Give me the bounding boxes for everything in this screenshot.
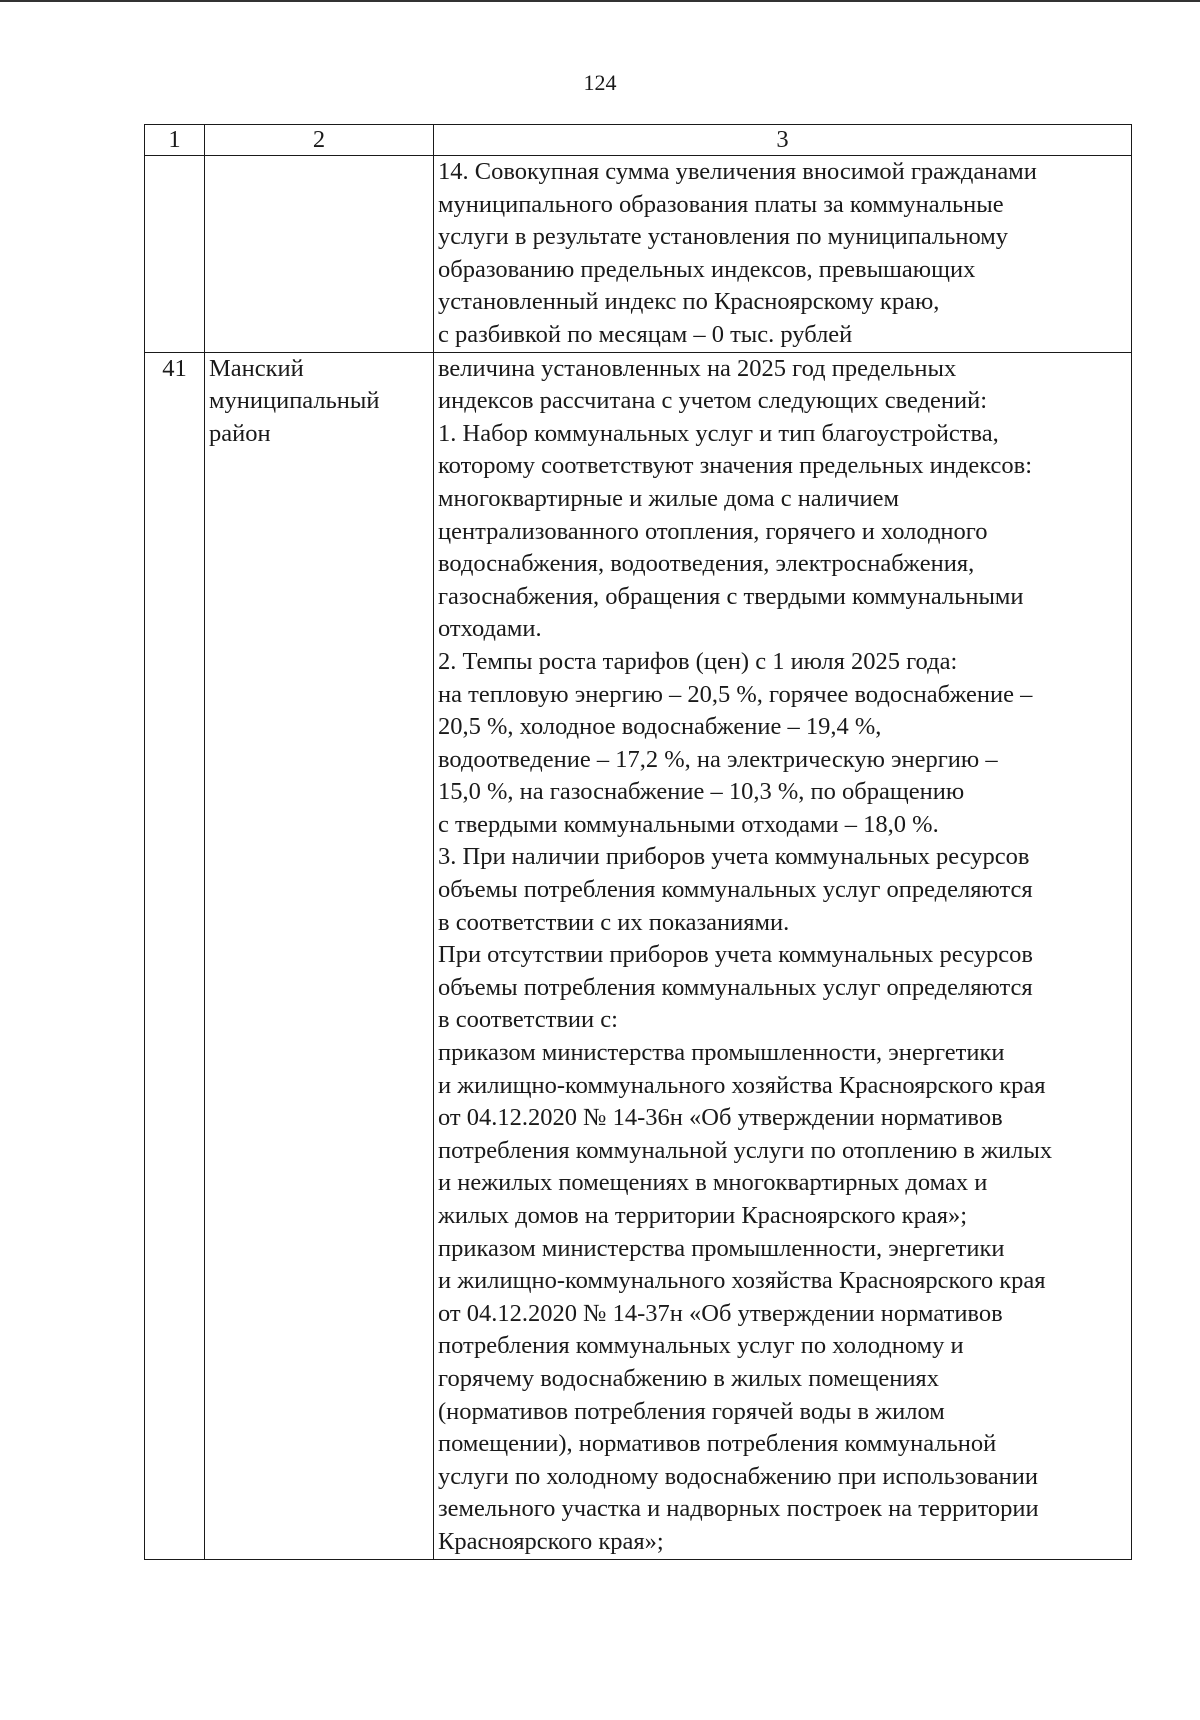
- description-line: индексов рассчитана с учетом следующих сведений:: [438, 387, 988, 415]
- municipality-name-line: район: [209, 419, 271, 447]
- description-line: потребления коммунальных услуг по холодному и: [438, 1332, 964, 1360]
- description-line: земельного участка и надворных построек на территории: [438, 1495, 1039, 1523]
- table-row: [145, 352, 1132, 1559]
- municipality-name-cell: [205, 352, 434, 1559]
- description-line: отходами.: [438, 615, 542, 643]
- description-line: и нежилых помещениях в многоквартирных домах и: [438, 1169, 988, 1197]
- description-line: и жилищно-коммунального хозяйства Красноярского края: [438, 1071, 1046, 1099]
- description-line: 3. При наличии приборов учета коммунальных ресурсов: [438, 843, 1030, 871]
- description-line: от 04.12.2020 № 14-37н «Об утверждении нормативов: [438, 1299, 1003, 1327]
- description-line: потребления коммунальной услуги по отоплению в жилых: [438, 1136, 1053, 1164]
- description-line: образованию предельных индексов, превышающих: [438, 255, 976, 283]
- description-line: на тепловую энергию – 20,5 %, горячее водоснабжение –: [438, 680, 1033, 708]
- municipality-name-line: муниципальный: [209, 387, 380, 415]
- column-header-2: 2: [205, 125, 434, 156]
- description-line: установленный индекс по Красноярскому краю,: [438, 288, 940, 316]
- municipality-name-cell: [205, 156, 434, 353]
- description-line: горячему водоснабжению в жилых помещениях: [438, 1364, 939, 1392]
- row-number-cell: 41: [145, 352, 205, 1559]
- page-number: 124: [583, 70, 617, 95]
- description-line: газоснабжения, обращения с твердыми коммунальными: [438, 582, 1024, 610]
- description-line: 1. Набор коммунальных услуг и тип благоустройства,: [438, 419, 999, 447]
- description-line: помещении), нормативов потребления коммунальной: [438, 1430, 997, 1458]
- column-header-3: 3: [434, 125, 1132, 156]
- description-line: в соответствии с:: [438, 1006, 618, 1034]
- row-number-cell: [145, 156, 205, 353]
- column-header-1: 1: [145, 125, 205, 156]
- description-line: многоквартирные и жилые дома с наличием: [438, 484, 900, 512]
- description-line: При отсутствии приборов учета коммунальных ресурсов: [438, 941, 1033, 969]
- document-table: [144, 124, 1132, 1560]
- table-row: [145, 156, 1132, 353]
- description-line: (нормативов потребления горячей воды в жилом: [438, 1397, 945, 1425]
- description-line: от 04.12.2020 № 14-36н «Об утверждении нормативов: [438, 1104, 1003, 1132]
- description-line: с твердыми коммунальными отходами – 18,0 %.: [438, 810, 939, 838]
- description-line: 2. Темпы роста тарифов (цен) с 1 июля 2025 года:: [438, 647, 958, 675]
- description-line: в соответствии с их показаниями.: [438, 908, 790, 936]
- description-line: которому соответствуют значения предельных индексов:: [438, 452, 1033, 480]
- description-line: централизованного отопления, горячего и холодного: [438, 517, 988, 545]
- description-line: приказом министерства промышленности, энергетики: [438, 1234, 1005, 1262]
- description-line: 20,5 %, холодное водоснабжение – 19,4 %,: [438, 713, 882, 741]
- description-line: муниципального образования платы за коммунальные: [438, 190, 1004, 218]
- description-line: приказом министерства промышленности, энергетики: [438, 1039, 1005, 1067]
- description-line: величина установленных на 2025 год предельных: [438, 354, 957, 382]
- description-line: объемы потребления коммунальных услуг определяются: [438, 876, 1033, 904]
- description-cell: [434, 156, 1132, 353]
- municipality-name-line: Манский: [209, 354, 304, 382]
- description-line: водоотведение – 17,2 %, на электрическую энергию –: [438, 745, 998, 773]
- description-line: услуги в результате установления по муниципальному: [438, 223, 1009, 251]
- description-cell: [434, 352, 1132, 1559]
- scan-top-edge: [0, 0, 1200, 2]
- description-line: услуги по холодному водоснабжению при использовании: [438, 1462, 1038, 1490]
- description-line: Красноярского края»;: [438, 1527, 664, 1555]
- description-line: 15,0 %, на газоснабжение – 10,3 %, по обращению: [438, 778, 965, 806]
- description-line: жилых домов на территории Красноярского края»;: [438, 1202, 968, 1229]
- description-line: и жилищно-коммунального хозяйства Красноярского края: [438, 1267, 1046, 1295]
- description-line: объемы потребления коммунальных услуг определяются: [438, 973, 1033, 1001]
- description-line: 14. Совокупная сумма увеличения вносимой гражданами: [438, 158, 1037, 185]
- table-header-row: [145, 125, 1132, 156]
- description-line: водоснабжения, водоотведения, электроснабжения,: [438, 550, 975, 578]
- description-line: с разбивкой по месяцам – 0 тыс. рублей: [438, 320, 853, 348]
